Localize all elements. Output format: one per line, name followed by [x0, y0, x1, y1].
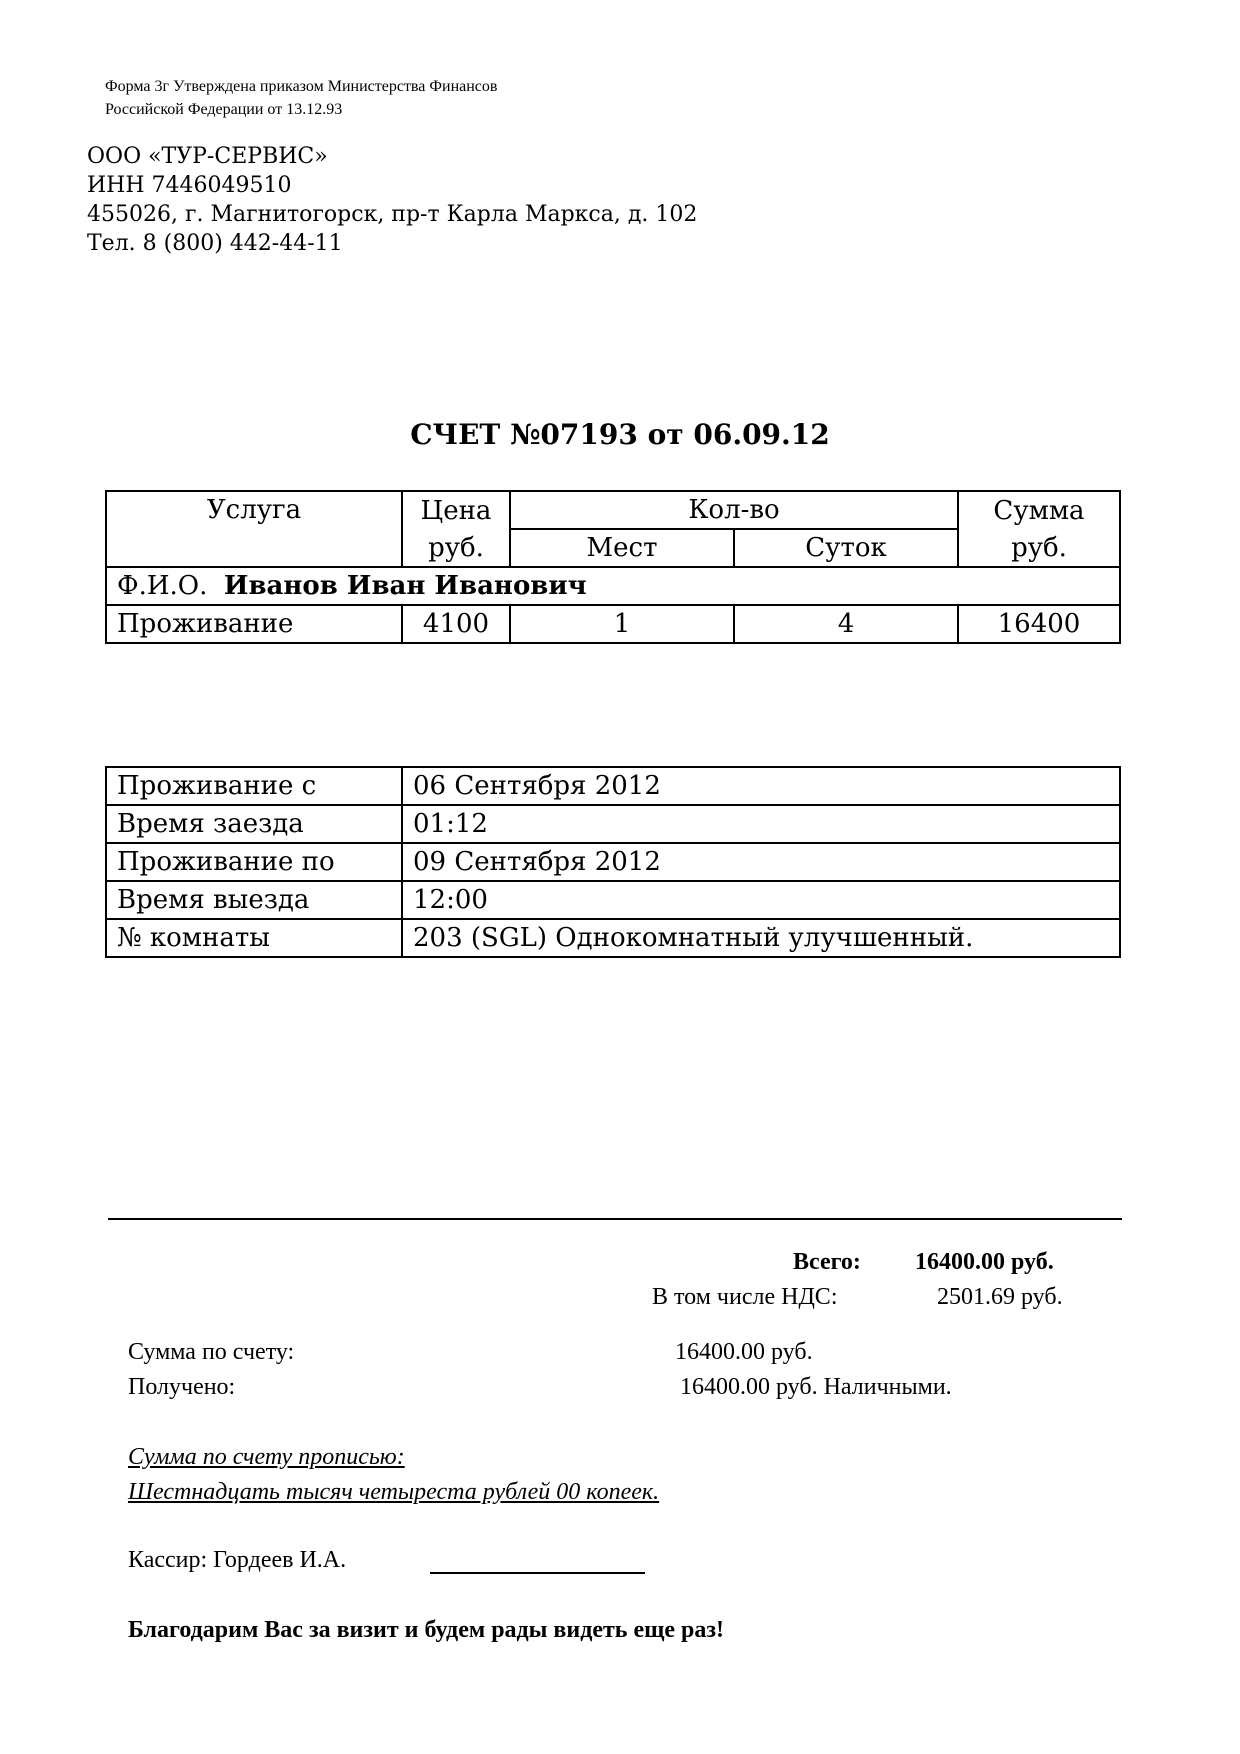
row-price: 4100	[402, 605, 510, 643]
header-service-label: Услуга	[206, 495, 302, 525]
table-row	[106, 843, 1120, 881]
form-notice-line1: Форма 3г Утверждена приказом Министерства Финансов	[105, 78, 498, 95]
stay-value: 06 Сентября 2012	[402, 767, 1120, 805]
total-value: 16400.00 руб.	[915, 1249, 1054, 1275]
invoice-title: СЧЕТ №07193 от 06.09.12	[410, 418, 830, 451]
cashier: Кассир: Гордеев И.А.	[128, 1547, 347, 1573]
header-price-bottom	[402, 529, 510, 567]
stay-label: Проживание по	[106, 843, 402, 881]
stay-label: № комнаты	[106, 919, 402, 957]
header-sum-unit: руб.	[1011, 532, 1067, 563]
stay-value: 203 (SGL) Однокомнатный улучшенный.	[402, 919, 1120, 957]
guest-label: Ф.И.О.	[117, 571, 208, 601]
guest-name: Иванов Иван Иванович	[223, 571, 587, 601]
header-qty	[510, 491, 958, 529]
header-qty-label: Кол-во	[688, 495, 780, 525]
form-notice	[105, 75, 497, 121]
form-notice-line2: Российской Федерации от 13.12.93	[105, 101, 343, 118]
table-row	[106, 805, 1120, 843]
table-row	[106, 767, 1120, 805]
company-details	[87, 142, 697, 258]
guest-row	[106, 567, 1120, 605]
company-address: 455026, г. Магнитогорск, пр-т Карла Маркса, д. 102	[87, 202, 698, 227]
signature-line	[430, 1572, 645, 1574]
table-row	[106, 605, 1120, 643]
invoice-sum-label: Сумма по счету:	[128, 1339, 295, 1365]
stay-label: Время заезда	[106, 805, 402, 843]
row-days: 4	[734, 605, 958, 643]
row-service: Проживание	[106, 605, 402, 643]
table-row	[106, 919, 1120, 957]
header-sum-top	[958, 491, 1120, 529]
total-label: Всего:	[793, 1249, 861, 1275]
row-places: 1	[510, 605, 734, 643]
header-days-label: Суток	[805, 533, 887, 563]
received-value: 16400.00 руб. Наличными.	[680, 1374, 952, 1400]
header-price-top	[402, 491, 510, 529]
stay-value: 01:12	[402, 805, 1120, 843]
header-sum-label: Сумма	[993, 495, 1085, 526]
company-phone: Тел. 8 (800) 442-44-11	[87, 231, 343, 256]
services-table	[105, 490, 1121, 644]
stay-label: Проживание с	[106, 767, 402, 805]
invoice-sum-value: 16400.00 руб.	[675, 1339, 813, 1365]
stay-value: 09 Сентября 2012	[402, 843, 1120, 881]
company-inn: ИНН 7446049510	[87, 173, 292, 198]
vat-value: 2501.69 руб.	[937, 1284, 1063, 1310]
header-service	[106, 491, 402, 567]
stay-details-table	[105, 766, 1121, 958]
header-places-label: Мест	[586, 533, 658, 563]
row-sum: 16400	[958, 605, 1120, 643]
header-sum-bottom	[958, 529, 1120, 567]
divider	[108, 1218, 1122, 1220]
stay-label: Время выезда	[106, 881, 402, 919]
vat-label: В том числе НДС:	[652, 1284, 838, 1310]
received-label: Получено:	[128, 1374, 236, 1400]
company-name: ООО «ТУР-СЕРВИС»	[87, 144, 328, 169]
header-places	[510, 529, 734, 567]
header-price-label: Цена	[420, 495, 492, 526]
amount-in-words-label: Сумма по счету прописью:	[128, 1444, 405, 1470]
stay-value: 12:00	[402, 881, 1120, 919]
table-row	[106, 881, 1120, 919]
amount-in-words-value: Шестнадцать тысяч четыреста рублей 00 копеек.	[128, 1479, 660, 1505]
header-price-unit: руб.	[428, 532, 484, 563]
header-days	[734, 529, 958, 567]
thanks-message: Благодарим Вас за визит и будем рады видеть еще раз!	[128, 1617, 725, 1643]
